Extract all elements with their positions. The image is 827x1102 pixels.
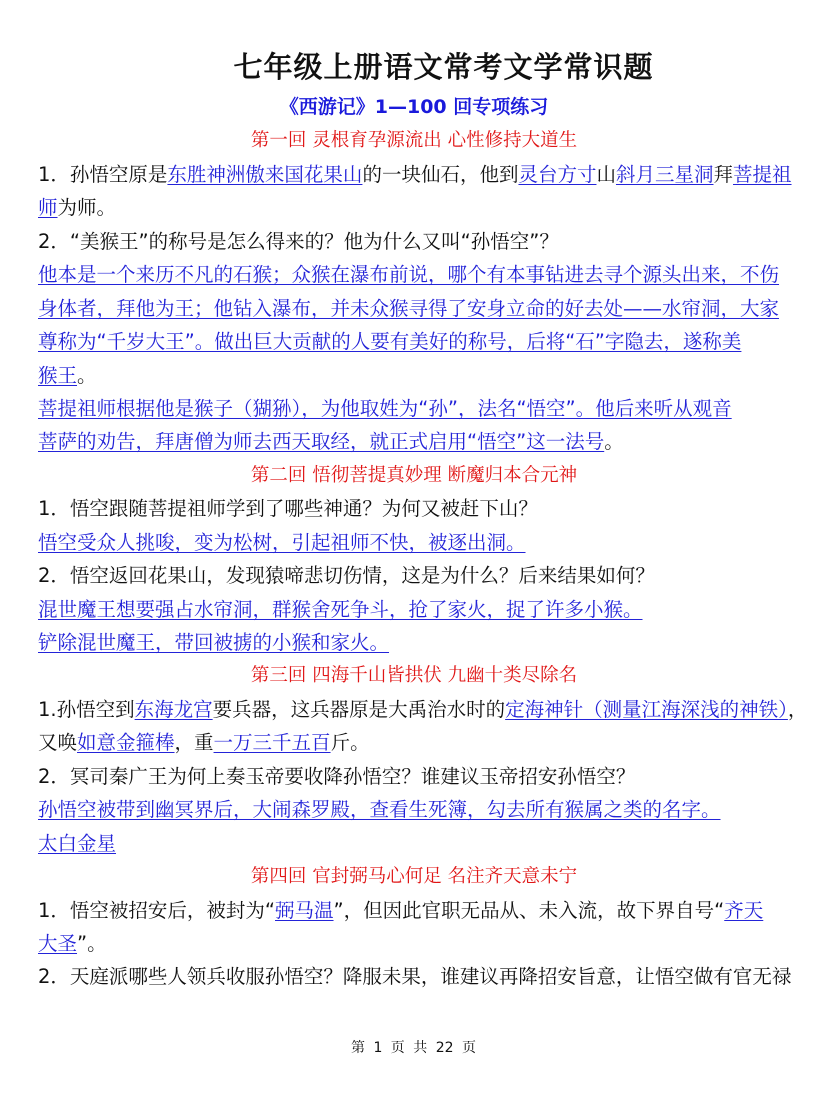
text-segment: 1．悟空跟随菩提祖师学到了哪些神通？为何又被赶下山？	[38, 497, 538, 521]
text-line	[38, 292, 790, 325]
answer-text: 悟空受众人挑唆，变为松树，引起祖师不快，被逐出洞。	[38, 530, 526, 554]
text-segment: 1.孙悟空到	[38, 697, 135, 721]
text-line	[38, 392, 790, 425]
text-line	[38, 325, 790, 358]
text-segment: ，重	[174, 731, 214, 755]
text-segment: 第二回 悟彻菩提真妙理 断魔归本合元神	[250, 464, 578, 486]
document-body	[38, 91, 808, 994]
subtitle	[38, 91, 790, 124]
text-line	[38, 191, 790, 224]
chapter-heading	[38, 659, 790, 692]
answer-text: 菩提祖师根据他是猴子（猢狲），为他取姓为“孙”，法名“悟空”。他后来听从观音	[38, 396, 732, 420]
answer-text: 斜月三星洞	[615, 162, 714, 186]
text-segment: ”。	[77, 931, 107, 955]
answer-text: 尊称为“千岁大王”。做出巨大贡献的人要有美好的称号，后将“石”字隐去，遂称美	[38, 330, 742, 354]
text-segment: 第三回 四海千山皆拱伏 九幽十类尽除名	[250, 665, 578, 687]
answer-text: 猴王	[38, 363, 78, 387]
answer-text: 大圣	[38, 931, 78, 955]
text-line	[38, 827, 790, 860]
text-segment: 第四回 官封弼马心何足 名注齐天意未宁	[250, 866, 578, 888]
text-line	[38, 359, 790, 392]
text-segment: 要兵器，这兵器原是大禹治水时的	[212, 697, 506, 721]
text-line	[38, 927, 790, 960]
text-line	[38, 894, 790, 927]
text-segment: 山	[596, 162, 616, 186]
text-segment: 拜	[713, 162, 734, 186]
text-line	[38, 626, 790, 659]
answer-text: 定海神针（测量江海深浅的神铁）	[505, 697, 788, 721]
text-segment: 2．天庭派哪些人领兵收服孙悟空？降服未果，谁建议再降招安旨意，让悟空做有官无禄	[38, 965, 792, 989]
answer-text: 菩萨的劝告，拜唐僧为师去西天取经，就正式启用“悟空”这一法号	[38, 430, 605, 454]
text-line	[38, 593, 790, 626]
page-footer: 第 1 页 共 22 页	[351, 1040, 476, 1056]
text-line	[38, 693, 808, 726]
answer-text: 菩提祖	[733, 162, 792, 186]
answer-text: 弼马温	[275, 898, 334, 922]
chapter-heading	[38, 459, 790, 492]
text-line	[38, 258, 790, 291]
answer-text: 一万三千五百	[213, 731, 331, 755]
answer-text: 身体者，拜他为王；他钻入瀑布，并未众猴寻得了安身立命的好去处——水帘洞，大家	[38, 296, 780, 320]
text-segment: 2．冥司秦广王为何上奏玉帝要收降孙悟空？谁建议玉帝招安孙悟空？	[38, 764, 636, 788]
text-line	[38, 760, 790, 793]
text-segment: ”，但因此官职无品从、未入流，故下界自号“	[333, 898, 725, 922]
text-segment: 斤。	[330, 731, 370, 755]
text-segment: 的一块仙石，他到	[362, 162, 519, 186]
text-line	[38, 559, 790, 592]
answer-text: 孙悟空被带到幽冥界后，大闹森罗殿，查看生死簿，勾去所有猴属之类的名字。	[38, 798, 721, 822]
text-segment: 。	[77, 363, 97, 387]
text-line	[38, 526, 790, 559]
text-segment: 《西游记》1—100 回专项练习	[279, 96, 549, 118]
text-segment: 1．悟空被招安后，被封为“	[38, 898, 276, 922]
text-segment: 2．悟空返回花果山，发现猿啼悲切伤情，这是为什么？后来结果如何？	[38, 564, 655, 588]
chapter-heading	[38, 860, 790, 893]
answer-text: 太白金星	[38, 831, 117, 855]
answer-text: 师	[38, 196, 58, 220]
text-line	[38, 726, 790, 759]
text-line	[38, 158, 790, 191]
answer-text: 东海龙宫	[134, 697, 213, 721]
answer-text: 如意金箍棒	[77, 731, 175, 755]
text-line	[38, 425, 790, 458]
text-segment: 为师。	[57, 196, 117, 220]
text-segment: 1．孙悟空原是	[38, 162, 168, 186]
text-segment: 第一回 灵根育孕源流出 心性修持大道生	[250, 130, 578, 152]
text-segment: 2．“美猴王”的称号是怎么得来的？他为什么又叫“孙悟空”？	[38, 229, 559, 253]
answer-text: 东胜神洲傲来国花果山	[167, 162, 363, 186]
chapter-heading	[38, 124, 790, 157]
answer-text: 他本是一个来历不凡的石猴；众猴在瀑布前说，哪个有本事钻进去寻个源头出来，不伤	[38, 263, 780, 287]
answer-text: 齐天	[724, 898, 764, 922]
answer-text: 铲除混世魔王，带回被掳的小猴和家火。	[38, 631, 390, 654]
text-segment: 又唤	[38, 731, 78, 755]
answer-text: 混世魔王想要强占水帘洞，群猴舍死争斗，抢了家火，捉了许多小猴。	[38, 597, 643, 621]
text-segment: 。	[604, 430, 624, 454]
answer-text: 灵台方寸	[518, 162, 597, 186]
text-line	[38, 960, 790, 993]
document-title: 七年级上册语文常考文学常识题	[233, 50, 654, 84]
text-segment: ，	[787, 697, 808, 721]
text-line	[38, 225, 790, 258]
text-line	[38, 492, 790, 525]
text-line	[38, 793, 790, 826]
